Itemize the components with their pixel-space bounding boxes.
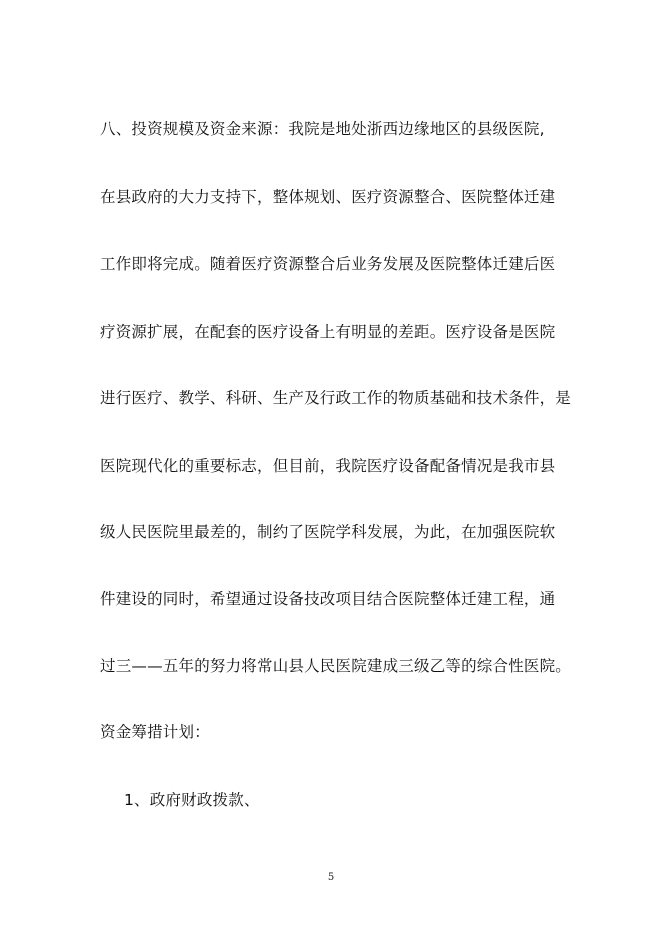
- paragraph-line: 医院现代化的重要标志，但目前，我院医疗设备配备情况是我市县: [100, 457, 556, 475]
- paragraph-line: 级人民医院里最差的，制约了医院学科发展，为此，在加强医院软: [100, 523, 556, 541]
- funding-plan-heading: 资金筹措计划：: [100, 723, 210, 741]
- paragraph-line: 过三——五年的努力将常山县人民医院建成三级乙等的综合性医院。: [100, 657, 572, 675]
- paragraph-line: 件建设的同时，希望通过设备技改项目结合医院整体迁建工程，通: [100, 590, 556, 608]
- page-number: 5: [327, 872, 335, 883]
- paragraph-line: 八、投资规模及资金来源：我院是地处浙西边缘地区的县级医院,: [100, 120, 545, 138]
- paragraph-line: 在县政府的大力支持下，整体规划、医疗资源整合、医院整体迁建: [100, 188, 556, 206]
- paragraph-line: 工作即将完成。随着医疗资源整合后业务发展及医院整体迁建后医: [100, 255, 556, 273]
- funding-item: 1、政府财政拨款、: [124, 791, 260, 809]
- paragraph-line: 进行医疗、教学、科研、生产及行政工作的物质基础和技术条件，是: [100, 389, 572, 407]
- paragraph-line: 疗资源扩展，在配套的医疗设备上有明显的差距。医疗设备是医院: [100, 323, 556, 341]
